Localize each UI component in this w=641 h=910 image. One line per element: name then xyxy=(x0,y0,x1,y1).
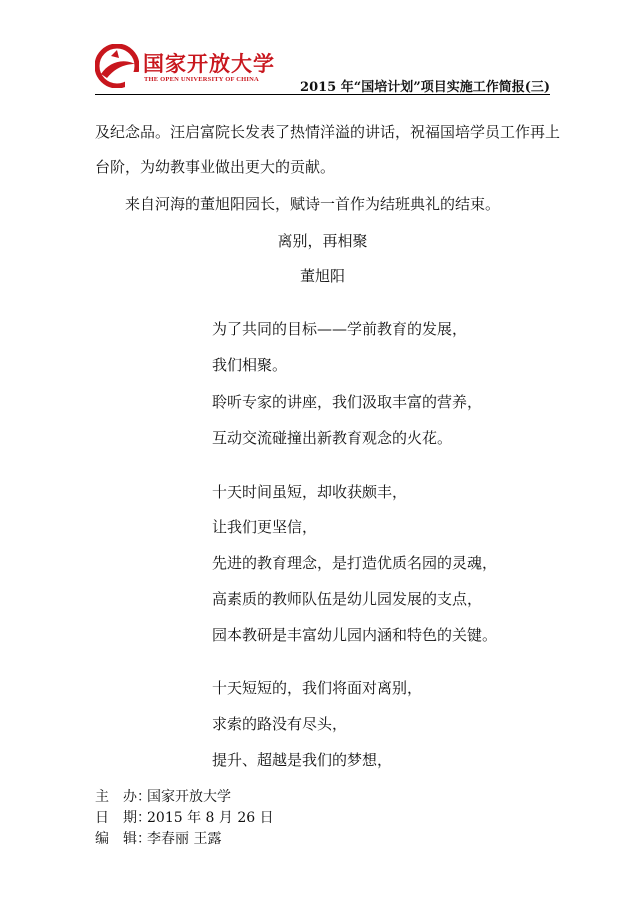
poem-author: 董旭阳 xyxy=(299,267,345,285)
poem-line: 让我们更坚信， xyxy=(212,518,318,536)
poem-line: 高素质的教师队伍是幼儿园发展的支点， xyxy=(212,590,483,608)
footer-date xyxy=(95,809,274,827)
org-name-en: THE OPEN UNIVERSITY OF CHINA xyxy=(144,76,259,83)
poem-line: 先进的教育理念，是打造优质名园的灵魂， xyxy=(212,554,498,572)
footer-host-value: 国家开放大学 xyxy=(147,789,231,805)
header-divider xyxy=(95,94,550,95)
paragraph-2: 来自河海的董旭阳园长，赋诗一首作为结班典礼的结束。 xyxy=(125,195,501,213)
org-name-cn: 国家开放大学 xyxy=(143,52,275,76)
poem-line: 提升、超越是我们的梦想， xyxy=(212,751,393,769)
poem-line: 十天短短的，我们将面对离别， xyxy=(212,679,423,697)
report-title: 2015 年“国培计划”项目实施工作简报(三) xyxy=(300,80,550,95)
poem-line: 十天时间虽短，却收获颇丰， xyxy=(212,483,408,501)
poem-line: 互动交流碰撞出新教育观念的火花。 xyxy=(212,429,453,447)
paragraph-1-line-2: 台阶，为幼教事业做出更大的贡献。 xyxy=(95,158,336,176)
poem-title: 离别，再相聚 xyxy=(277,232,368,250)
footer-editor-label: 编 辑： xyxy=(95,831,151,847)
page-header xyxy=(95,38,550,96)
paragraph-1-line-1: 及纪念品。汪启富院长发表了热情洋溢的讲话，祝福国培学员工作再上 xyxy=(95,123,561,141)
poem-line: 求索的路没有尽头， xyxy=(212,715,348,733)
footer-host-label: 主 办： xyxy=(95,789,151,805)
poem-line: 我们相聚。 xyxy=(212,356,288,374)
poem-line: 为了共同的目标——学前教育的发展， xyxy=(212,320,468,338)
poem-line: 园本教研是丰富幼儿园内涵和特色的关键。 xyxy=(212,626,498,644)
footer-date-label: 日 期： xyxy=(95,810,151,826)
university-logo-icon xyxy=(95,44,139,88)
footer-date-value: 2015 年 8 月 26 日 xyxy=(147,810,274,826)
footer-editor xyxy=(95,830,221,848)
footer-editor-value: 李春丽 王露 xyxy=(147,831,222,847)
footer-host xyxy=(95,788,231,806)
poem-line: 聆听专家的讲座，我们汲取丰富的营养， xyxy=(212,393,483,411)
